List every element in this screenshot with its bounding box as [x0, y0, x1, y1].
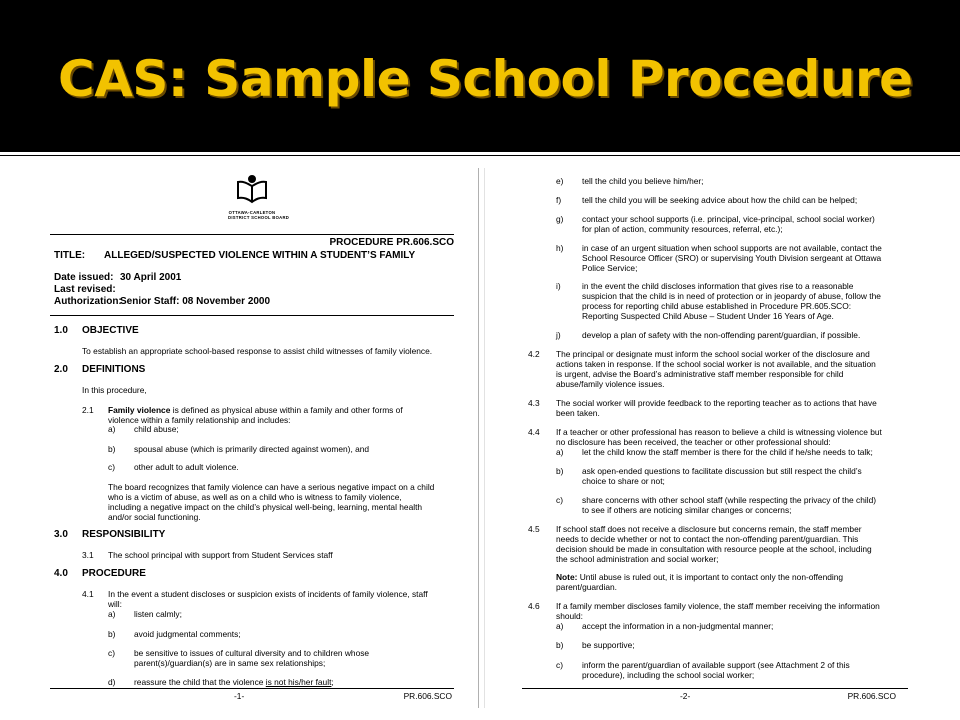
- list-item-text: spousal abuse (which is primarily directed against women), and: [134, 444, 370, 454]
- title-label: TITLE:: [54, 250, 86, 261]
- list-item: [108, 424, 179, 434]
- list-item-continuation: Reporting Suspected Child Abuse – Student Under 16 Years of Age.: [582, 311, 834, 321]
- family-violence-term: Family violence: [108, 405, 171, 415]
- footer-rule: [522, 688, 908, 689]
- logo-text-line-2: DISTRICT SCHOOL BOARD: [228, 215, 290, 221]
- last-revised-label: Last revised:: [54, 284, 116, 295]
- list-item-label: b): [108, 444, 116, 454]
- section-2-heading: [54, 365, 145, 375]
- list-item-label: i): [556, 281, 561, 291]
- list-item-label: c): [108, 462, 115, 472]
- section-4-5-line-4: the school administration and social worker;: [556, 554, 719, 564]
- list-item-label: d): [108, 677, 116, 687]
- list-item-text-end: ;: [331, 677, 334, 687]
- list-item-label: a): [556, 621, 564, 631]
- title-band: [0, 0, 960, 150]
- list-item-text: in the event the child discloses information that gives rise to a reasonable: [582, 281, 854, 291]
- note-line-1: [556, 572, 843, 582]
- section-4-4-number: 4.4: [528, 427, 540, 437]
- list-item-continuation: to see if others are noticing similar changes or concerns;: [582, 505, 792, 515]
- list-item-text: reassure the child that the violence: [134, 677, 266, 687]
- section-3-1-number: 3.1: [82, 550, 94, 560]
- section-3-number: 3.0: [54, 529, 68, 540]
- list-item-text: child abuse;: [134, 424, 179, 434]
- list-item-label: g): [556, 214, 564, 224]
- list-item: [556, 640, 635, 650]
- section-4-5-line-1: If school staff does not receive a disclosure but concerns remain, the staff member: [556, 524, 862, 534]
- list-item-text: be supportive;: [582, 640, 635, 650]
- list-item: [108, 609, 182, 619]
- logo-text-line-1: OTTAWA-CARLETON: [228, 210, 276, 216]
- list-item-text: be sensitive to issues of cultural diversity and to children whose: [134, 648, 370, 658]
- authorization-value: Senior Staff: 08 November 2000: [120, 296, 271, 307]
- list-item-continuation: parent(s)/guardian(s) are in same sex relationships;: [134, 658, 326, 668]
- footer-rule: [50, 688, 454, 689]
- header-rule: [50, 234, 454, 235]
- list-item: [556, 243, 882, 253]
- section-3-title: RESPONSIBILITY: [82, 529, 166, 540]
- section-2-intro: In this procedure,: [82, 385, 147, 395]
- list-item-label: b): [556, 466, 564, 476]
- section-2-1-line-1: [108, 405, 403, 415]
- page-separator: [478, 168, 479, 708]
- list-item: [556, 281, 853, 291]
- section-2-1-number: 2.1: [82, 405, 94, 415]
- section-4-number: 4.0: [54, 568, 68, 579]
- footer-code: PR.606.SCO: [403, 691, 452, 701]
- section-3-heading: [54, 530, 165, 540]
- section-4-2-line-4: abuse/family violence issues.: [556, 379, 665, 389]
- underlined-text: is not his/her fault: [265, 677, 332, 687]
- list-item-text: share concerns with other school staff (while respecting the privacy of the child): [582, 495, 877, 505]
- date-issued-label: Date issued:: [54, 272, 114, 283]
- list-item-label: f): [556, 195, 562, 205]
- list-item-text: tell the child you will be seeking advice about how the child can be helped;: [582, 195, 858, 205]
- list-item: [556, 447, 873, 457]
- list-item-label: a): [108, 424, 116, 434]
- note-text: Until abuse is ruled out, it is important to contact only the non-offending: [577, 572, 844, 582]
- list-item-continuation: Police Service;: [582, 263, 638, 273]
- section-4-1-line-1: In the event a student discloses or suspicion exists of incidents of family violence, staff: [108, 589, 428, 599]
- section-4-4-line-1: If a teacher or other professional has reason to believe a child is witnessing violence but: [556, 427, 882, 437]
- document-page-1: [50, 156, 454, 708]
- list-item-label: c): [556, 495, 563, 505]
- section-4-5-number: 4.5: [528, 524, 540, 534]
- list-item-text: let the child know the staff member is there for the child if he/she needs to talk;: [582, 447, 873, 457]
- school-board-logo-icon: [234, 172, 270, 208]
- list-item-label: j): [556, 330, 561, 340]
- board-statement-line-2: who is a victim of abuse, as well as on a child who is witness to family violence,: [108, 492, 402, 502]
- section-3-1-text: The school principal with support from Student Services staff: [108, 550, 333, 560]
- list-item-text: develop a plan of safety with the non-offending parent/guardian, if possible.: [582, 330, 861, 340]
- last-revised-row: [54, 285, 120, 295]
- date-issued-value: 30 April 2001: [120, 272, 182, 283]
- section-4-2-number: 4.2: [528, 349, 540, 359]
- section-4-title: PROCEDURE: [82, 568, 146, 579]
- list-item-label: e): [556, 176, 564, 186]
- section-2-1-line-1-text: is defined as physical abuse within a family and other forms of: [170, 405, 403, 415]
- list-item: [108, 648, 369, 658]
- section-2-title: DEFINITIONS: [82, 364, 146, 375]
- list-item: [556, 660, 850, 670]
- page-number: -2-: [680, 691, 691, 701]
- section-4-2-line-3: is urgent, advise the Board’s administrative staff member responsible for child: [556, 369, 844, 379]
- section-4-1-number: 4.1: [82, 589, 94, 599]
- list-item-continuation: procedure), including the school social worker;: [582, 670, 755, 680]
- note-label: Note:: [556, 572, 578, 582]
- list-item-text: other adult to adult violence.: [134, 462, 239, 472]
- list-item: [108, 677, 334, 687]
- list-item-label: a): [556, 447, 564, 457]
- section-4-3-line-2: been taken.: [556, 408, 600, 418]
- list-item: [556, 330, 860, 340]
- section-4-5-line-3: decision should be made in consultation with resource people at the school, including: [556, 544, 872, 554]
- section-1-heading: [54, 326, 139, 336]
- list-item-continuation: process for reporting child abuse established in Procedure PR.605.SCO:: [582, 301, 852, 311]
- section-1-number: 1.0: [54, 325, 68, 336]
- section-4-6-line-1: If a family member discloses family violence, the staff member receiving the information: [556, 601, 880, 611]
- note-line-2: parent/guardian.: [556, 582, 617, 592]
- list-item: [108, 629, 241, 639]
- footer-code: PR.606.SCO: [847, 691, 896, 701]
- board-statement-line-1: The board recognizes that family violence can have a serious negative impact on a child: [108, 482, 435, 492]
- document-title: [54, 251, 415, 261]
- list-item: [556, 466, 862, 476]
- title-divider: [0, 152, 960, 155]
- section-4-2-line-2: actions taken in response. If the school social worker is not available, and the situation: [556, 359, 876, 369]
- date-issued-row: [54, 273, 181, 283]
- section-4-3-number: 4.3: [528, 398, 540, 408]
- authorization-row: [54, 297, 270, 307]
- list-item-text: ask open-ended questions to facilitate discussion but still respect the child’s: [582, 466, 862, 476]
- list-item-continuation: choice to share or not;: [582, 476, 665, 486]
- list-item-text: contact your school supports (i.e. principal, vice-principal, school social worker): [582, 214, 875, 224]
- title-value: ALLEGED/SUSPECTED VIOLENCE WITHIN A STUDENT’S FAMILY: [104, 250, 416, 261]
- section-4-4-line-2: no disclosure has been received, the teacher or other professional should:: [556, 437, 831, 447]
- section-4-6-line-2: should:: [556, 611, 584, 621]
- section-4-3-line-1: The social worker will provide feedback to the reporting teacher as to actions that have: [556, 398, 877, 408]
- section-4-2-line-1: The principal or designate must inform the school social worker of the disclosure and: [556, 349, 870, 359]
- list-item: [556, 495, 876, 505]
- list-item-text: listen calmly;: [134, 609, 182, 619]
- section-4-5-line-2: needs to decide whether or not to contact the non-offending parent/guardian. This: [556, 534, 859, 544]
- authorization-label: Authorization:: [54, 296, 122, 307]
- section-1-title: OBJECTIVE: [82, 325, 139, 336]
- list-item-text: in case of an urgent situation when school supports are not available, contact the: [582, 243, 882, 253]
- slide-content: [0, 156, 960, 720]
- board-statement-line-4: and/or social functioning.: [108, 512, 201, 522]
- list-item-label: c): [556, 660, 563, 670]
- list-item-continuation: for plan of action, community resources, referral, etc.);: [582, 224, 783, 234]
- school-board-logo: [228, 172, 290, 230]
- list-item: [556, 195, 857, 205]
- list-item-label: b): [556, 640, 564, 650]
- section-1-text: To establish an appropriate school-based response to assist child witnesses of family violence.: [82, 346, 433, 356]
- page-separator-shadow: [484, 168, 485, 708]
- section-4-heading: [54, 569, 146, 579]
- list-item-text: tell the child you believe him/her;: [582, 176, 704, 186]
- list-item: [556, 621, 773, 631]
- list-item-label: a): [108, 609, 116, 619]
- list-item-continuation: School Resource Officer (SRO) or supervising Youth Division sergeant at Ottawa: [582, 253, 882, 263]
- board-statement-line-3: including a negative impact on the child’s physical well-being, learning, mental health: [108, 502, 423, 512]
- document-page-2: [522, 156, 908, 708]
- list-item: [556, 176, 704, 186]
- procedure-number: PROCEDURE PR.606.SCO: [329, 237, 454, 248]
- section-4-6-number: 4.6: [528, 601, 540, 611]
- list-item-label: h): [556, 243, 564, 253]
- page-number: -1-: [234, 691, 245, 701]
- list-item-text: avoid judgmental comments;: [134, 629, 241, 639]
- slide-title: CAS: Sample School Procedure: [58, 50, 913, 108]
- meta-rule: [50, 315, 454, 316]
- section-2-1-line-2: violence within a family relationship and includes:: [108, 415, 291, 425]
- list-item-text: accept the information in a non-judgmental manner;: [582, 621, 774, 631]
- list-item-label: c): [108, 648, 115, 658]
- list-item-continuation: suspicion that the child is in need of protection or in jeopardy of abuse, follow the: [582, 291, 881, 301]
- section-4-1-line-2: will:: [108, 599, 122, 609]
- list-item: [108, 462, 239, 472]
- section-2-number: 2.0: [54, 364, 68, 375]
- list-item: [108, 444, 369, 454]
- list-item-label: b): [108, 629, 116, 639]
- list-item: [556, 214, 875, 224]
- list-item-text: inform the parent/guardian of available support (see Attachment 2 of this: [582, 660, 850, 670]
